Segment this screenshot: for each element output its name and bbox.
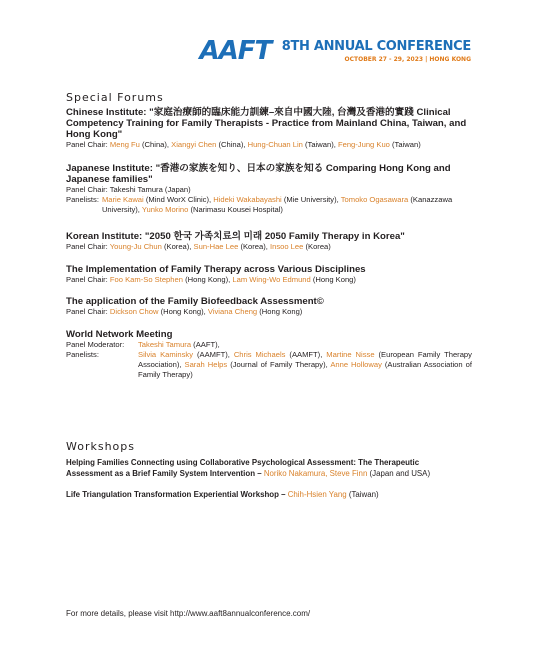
conference-dates: OCTOBER 27 - 29, 2023 | HONG KONG — [344, 55, 471, 63]
panelist-name: Silvia Kaminsky — [138, 350, 194, 359]
panelist-name: Dickson Chow — [109, 307, 159, 316]
panelist-name: Marie Kawai — [101, 195, 144, 204]
panelist-name: Insoo Lee — [270, 242, 304, 251]
footer-link-text: For more details, please visit http://www.aaft8annualconference.com/ — [66, 609, 311, 618]
workshops-heading: Workshops — [66, 440, 136, 453]
panelist-name: Foo Kam-So Stephen — [109, 275, 183, 284]
panel-chair-line: Panel Chair: Young-Ju Chun (Korea), Sun-Hae Lee (Korea), Insoo Lee (Korea) — [66, 242, 331, 251]
workshop-title: Life Triangulation Transformation Experiential Workshop – Chih-Hsien Yang (Taiwan) — [66, 490, 379, 499]
conference-title: 8TH ANNUAL CONFERENCE — [281, 38, 471, 54]
panelist-name: Takeshi Tamura — [138, 340, 192, 349]
panelist-name: Martine Nisse — [326, 350, 375, 359]
panelists-line: Panelists: Marie Kawai (Mind WorX Clinic), Hideki Wakabayashi (Mie University), Tomoko Ogasawara (Kanazzawa University), Yunko Morino (Narimasu Kousei Hospital) — [66, 195, 453, 214]
forum-title: Japanese Institute: "香港の家族を知り、日本の家族を知る Comparing Hong Kong and Japanese families" — [66, 163, 451, 185]
panelist-name: Hung-Chuan Lin — [247, 140, 303, 149]
aaft-logo: AAFT — [199, 36, 272, 66]
implementation-forum — [66, 264, 476, 285]
chinese-institute — [66, 107, 476, 150]
forum-title: The application of the Family Biofeedback Assessment© — [66, 296, 324, 307]
workshop-title-line-2: Assessment as a Brief Family System Intervention – Noriko Nakamura, Steve Finn (Japan and USA) — [66, 468, 431, 478]
workshop-item — [66, 490, 476, 501]
forum-title: Chinese Institute: "家庭治療師的臨床能力訓練–來自中國大陸, 台灣及香港的實踐 Clinical Competency Training for Family Therapists - Practice from Mainland China, Taiwan, and Hong Kong" — [66, 107, 467, 140]
korean-institute — [66, 231, 476, 252]
panelist-name: Tomoko Ogasawara — [340, 195, 409, 204]
panelist-name: Yunko Morino — [141, 205, 189, 214]
panel-chair-line: Panel Chair: Takeshi Tamura (Japan) — [66, 185, 191, 194]
panelist-name: Meng Fu — [109, 140, 140, 149]
panel-chair-line: Panel Chair: Foo Kam-So Stephen (Hong Kong), Lam Wing-Wo Edmund (Hong Kong) — [66, 275, 356, 284]
conference-title-block — [282, 40, 471, 63]
panel-chair-line: Panel Chair: Meng Fu (China), Xiangyi Chen (China), Hung-Chuan Lin (Taiwan), Feng-Jung Kuo (Taiwan) — [66, 140, 421, 149]
panelists-line: Panelists: Silvia Kaminsky (AAMFT), Chris Michaels (AAMFT), Martine Nisse (European Family Therapy Association), Sarah Helps (Journal of Family Therapy), Anne Holloway (Australian Association of Family Therapy) — [66, 350, 472, 379]
biofeedback-forum — [66, 296, 476, 317]
panelist-name: Sun-Hae Lee — [193, 242, 239, 251]
panelist-name: Viviana Cheng — [207, 307, 258, 316]
panelist-name: Anne Holloway — [330, 360, 382, 369]
world-network-meeting — [66, 329, 476, 380]
special-forums-heading: Special Forums — [66, 91, 164, 104]
japanese-institute — [66, 163, 476, 215]
conference-header — [200, 38, 472, 64]
panelist-name: Lam Wing-Wo Edmund — [232, 275, 311, 284]
presenter-name: Chih-Hsien Yang — [287, 490, 347, 499]
panel-chair-line: Panel Chair: Dickson Chow (Hong Kong), Viviana Cheng (Hong Kong) — [66, 307, 303, 316]
forum-title: Korean Institute: "2050 한국 가족치료의 미래 2050 Family Therapy in Korea" — [66, 231, 405, 242]
panelist-name: Feng-Jung Kuo — [337, 140, 390, 149]
workshop-title-line-1: Helping Families Connecting using Collaborative Psychological Assessment: The Therapeutic — [66, 458, 420, 467]
forum-title: The Implementation of Family Therapy across Various Disciplines — [66, 264, 366, 275]
presenter-name: Noriko Nakamura, — [263, 468, 328, 478]
panelist-name: Young-Ju Chun — [109, 242, 162, 251]
panelist-name: Chris Michaels — [233, 350, 286, 359]
workshop-item — [66, 458, 476, 479]
panelist-name: Sarah Helps — [184, 360, 228, 369]
forum-title: World Network Meeting — [66, 329, 173, 340]
presenter-name: Steve Finn — [329, 468, 368, 478]
panelist-name: Xiangyi Chen — [171, 140, 217, 149]
moderator-line: Panel Moderator: Takeshi Tamura (AAFT), — [66, 340, 220, 349]
panelist-name: Hideki Wakabayashi — [213, 195, 282, 204]
